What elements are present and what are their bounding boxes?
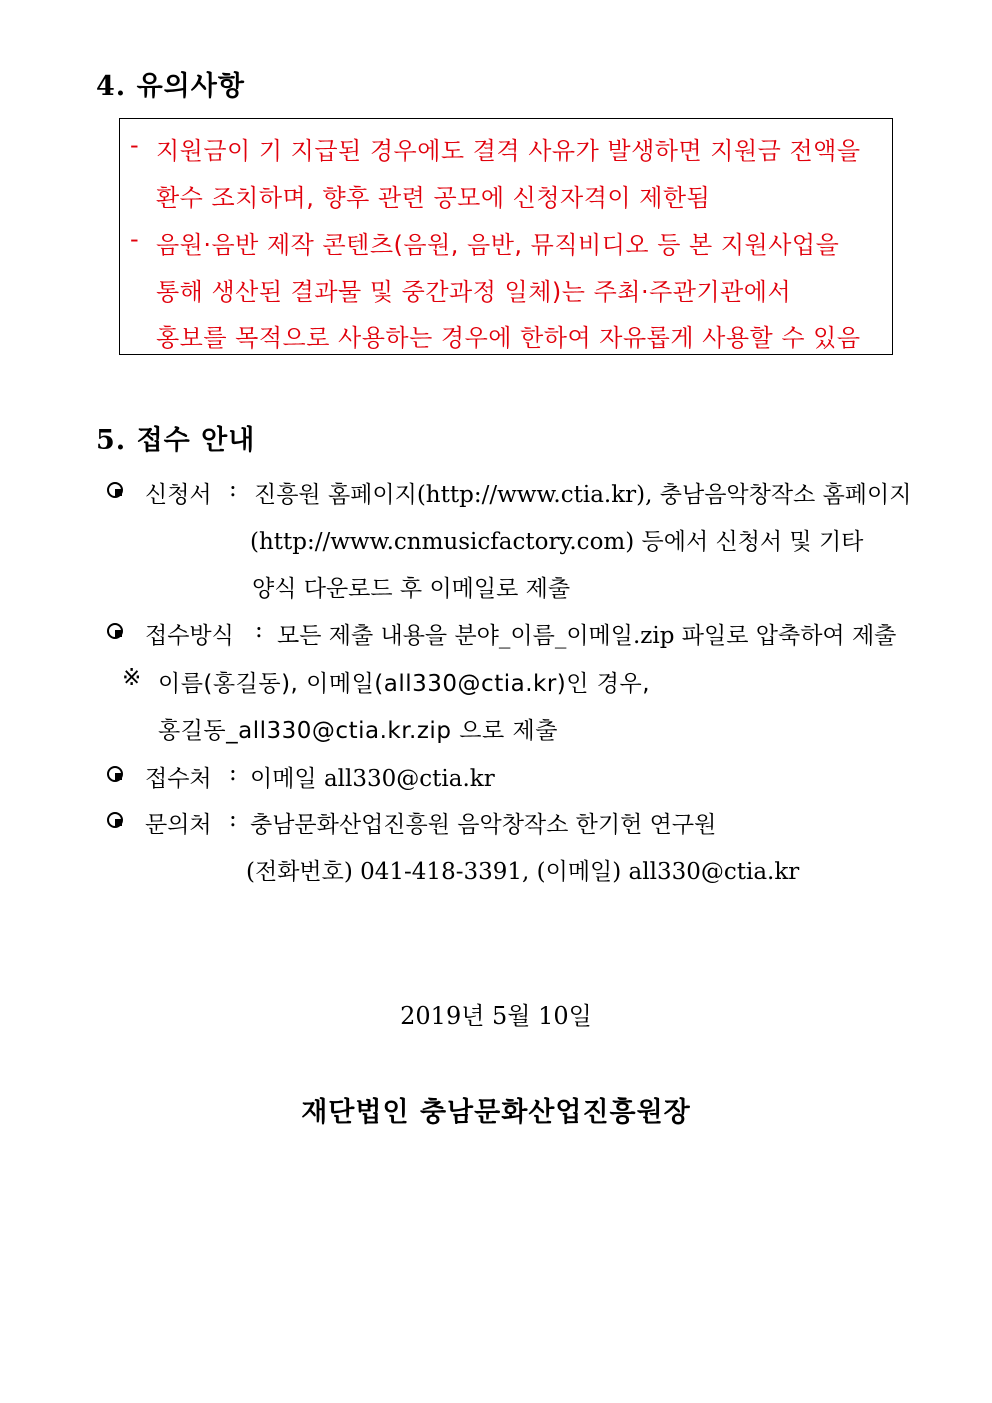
item-label: 문의처 — [145, 812, 212, 838]
notice-1-dash: - — [130, 131, 139, 159]
item-contact-line-2: (전화번호) 041-418-3391, (이메일) all330@ctia.kr — [246, 859, 800, 885]
section-5-title: 5. 접수 안내 — [96, 425, 256, 456]
notice-1-line-2: 환수 조치하며, 향후 관련 공모에 신청자격이 제한됨 — [156, 184, 711, 212]
notice-2-dash: - — [130, 225, 139, 253]
notice-2-line-2: 통해 생산된 결과물 및 중간과정 일체)는 주최·주관기관에서 — [156, 278, 792, 306]
bullet-icon — [107, 766, 123, 782]
item-submission-place-line-1: 이메일 all330@ctia.kr — [250, 766, 495, 792]
note-line-2: 홍길동_all330@ctia.kr.zip 으로 제출 — [158, 718, 558, 744]
item-colon: : — [229, 476, 237, 502]
note-mark: ※ — [122, 665, 142, 691]
notice-box — [119, 118, 893, 355]
item-label: 접수처 — [145, 766, 212, 792]
issuer-signature: 재단법인 충남문화산업진흥원장 — [301, 1097, 691, 1128]
item-label: 접수방식 — [145, 623, 234, 649]
bullet-icon — [107, 623, 123, 639]
notice-1-line-1: 지원금이 기 지급된 경우에도 결격 사유가 발생하면 지원금 전액을 — [156, 137, 861, 165]
item-contact-line-1: 충남문화산업진흥원 음악창작소 한기헌 연구원 — [250, 812, 717, 838]
notice-2-line-1: 음원·음반 제작 콘텐츠(음원, 음반, 뮤직비디오 등 본 지원사업을 — [156, 231, 840, 259]
item-application-line-1: 진흥원 홈페이지(http://www.ctia.kr), 충남음악창작소 홈페이지 — [254, 482, 912, 508]
item-submission-method-line-1: 모든 제출 내용을 분야_이름_이메일.zip 파일로 압축하여 제출 — [277, 623, 897, 649]
item-colon: : — [255, 617, 263, 643]
section-4-title: 4. 유의사항 — [96, 71, 245, 102]
item-application-line-3: 양식 다운로드 후 이메일로 제출 — [252, 576, 571, 602]
notice-2-line-3: 홍보를 목적으로 사용하는 경우에 한하여 자유롭게 사용할 수 있음 — [156, 324, 861, 352]
document-date: 2019년 5월 10일 — [400, 1002, 592, 1030]
item-label: 신청서 — [145, 482, 212, 508]
item-colon: : — [229, 806, 237, 832]
note-line-1: 이름(홍길동), 이메일(all330@ctia.kr)인 경우, — [158, 671, 651, 697]
bullet-icon — [107, 482, 123, 498]
item-application-line-2: (http://www.cnmusicfactory.com) 등에서 신청서 및 기타 — [250, 529, 864, 555]
item-colon: : — [229, 760, 237, 786]
bullet-icon — [107, 812, 123, 828]
